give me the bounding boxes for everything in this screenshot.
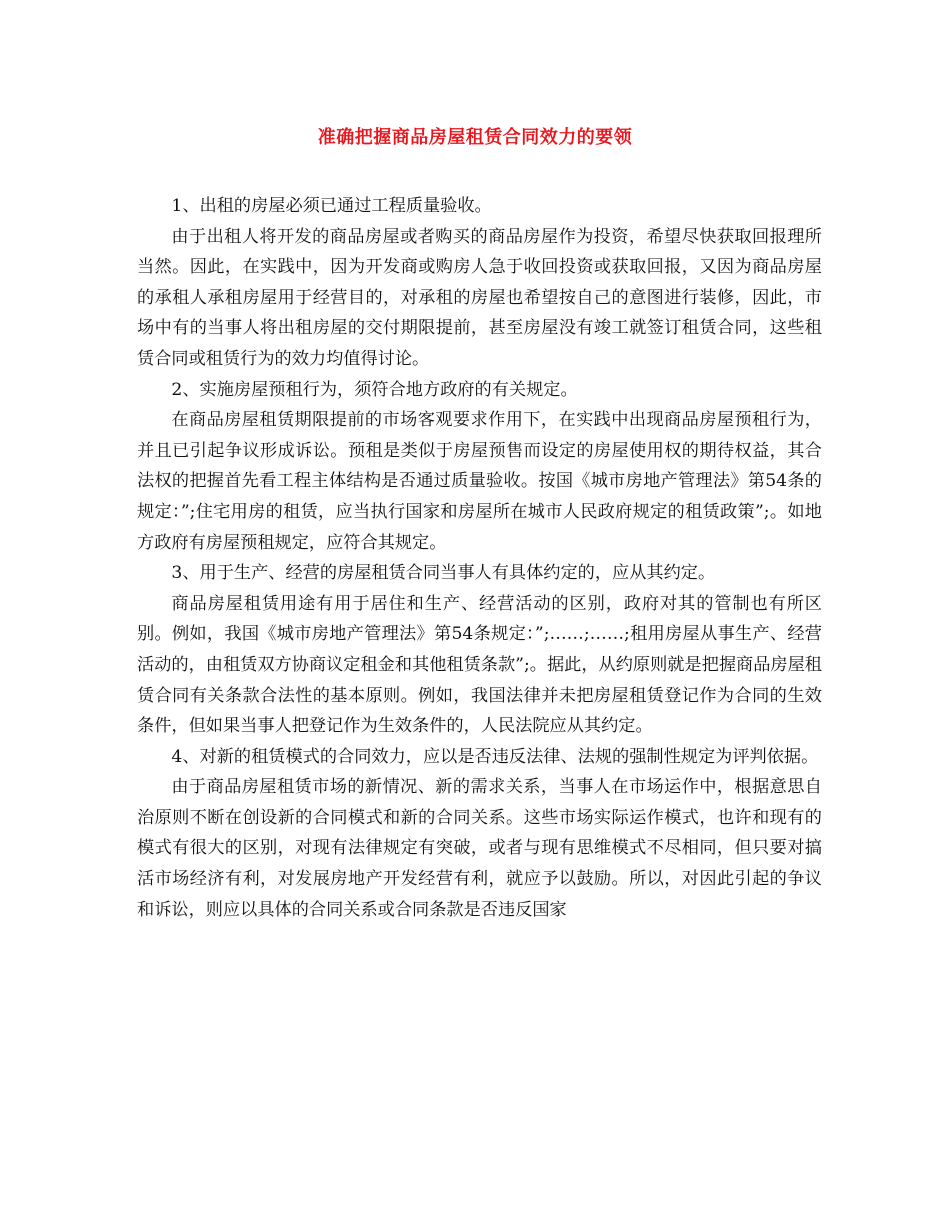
document-title: 准确把握商品房屋租赁合同效力的要领 [317,127,633,148]
paragraph-5: 3、用于生产、经营的房屋租赁合同当事人有具体约定的，应从其约定。 [171,563,716,584]
paragraph-4: 在商品房屋租赁期限提前的市场客观要求作用下，在实践中出现商品房屋预租行为，并且已引起争议形成诉讼。预租是类似于房屋预售而设定的房屋使用权的期待权益，其合法权的把握首先看工程主体结构是否通过质量验收。按国《城市房地产管理法》第54条的规定：”;住宅用房的租赁，应当执行国家和房屋所在城市人民政府规定的租赁政策”;。如地方政府有房屋预租规定，应符合其规定。 [137,410,822,553]
paragraph-1: 1、出租的房屋必须已通过工程质量验收。 [171,196,492,216]
paragraph-8: 由于商品房屋租赁市场的新情况、新的需求关系，当事人在市场运作中，根据意思自治原则不断在创设新的合同模式和新的合同关系。这些市场实际运作模式，也许和现有的模式有很大的区别，对现有法律规定有突破，或者与现有思维模式不尽相同，但只要对搞活市场经济有利，对发展房地产开发经营有利，就应予以鼓励。所以，对因此引起的争议和诉讼，则应以具体的合同关系或合同条款是否违反国家 [137,777,822,920]
paragraph-2: 由于出租人将开发的商品房屋或者购买的商品房屋作为投资，希望尽快获取回报理所当然。因此，在实践中，因为开发商或购房人急于收回投资或获取回报，又因为商品房屋的承租人承租房屋用于经营目的，对承租的房屋也希望按自己的意图进行装修，因此，市场中有的当事人将出租房屋的交付期限提前，甚至房屋没有竣工就签订租赁合同，这些租赁合同或租赁行为的效力均值得讨论。 [137,226,822,369]
paragraph-3: 2、实施房屋预租行为，须符合地方政府的有关规定。 [171,379,578,400]
paragraph-6: 商品房屋租赁用途有用于居住和生产、经营活动的区别，政府对其的管制也有所区别。例如，我国《城市房地产管理法》第54条规定：”;……;……;租用房屋从事生产、经营活动的，由租赁双方协商议定租金和其他租赁条款”;。据此，从约原则就是把握商品房屋租赁合同有关条款合法性的基本原则。例如，我国法律并未把房屋租赁登记作为合同的生效条件，但如果当事人把登记作为生效条件的，人民法院应从其约定。 [137,593,822,737]
document-body [137,191,822,925]
paragraph-7: 4、对新的租赁模式的合同效力，应以是否违反法律、法规的强制性规定为评判依据。 [171,746,819,767]
